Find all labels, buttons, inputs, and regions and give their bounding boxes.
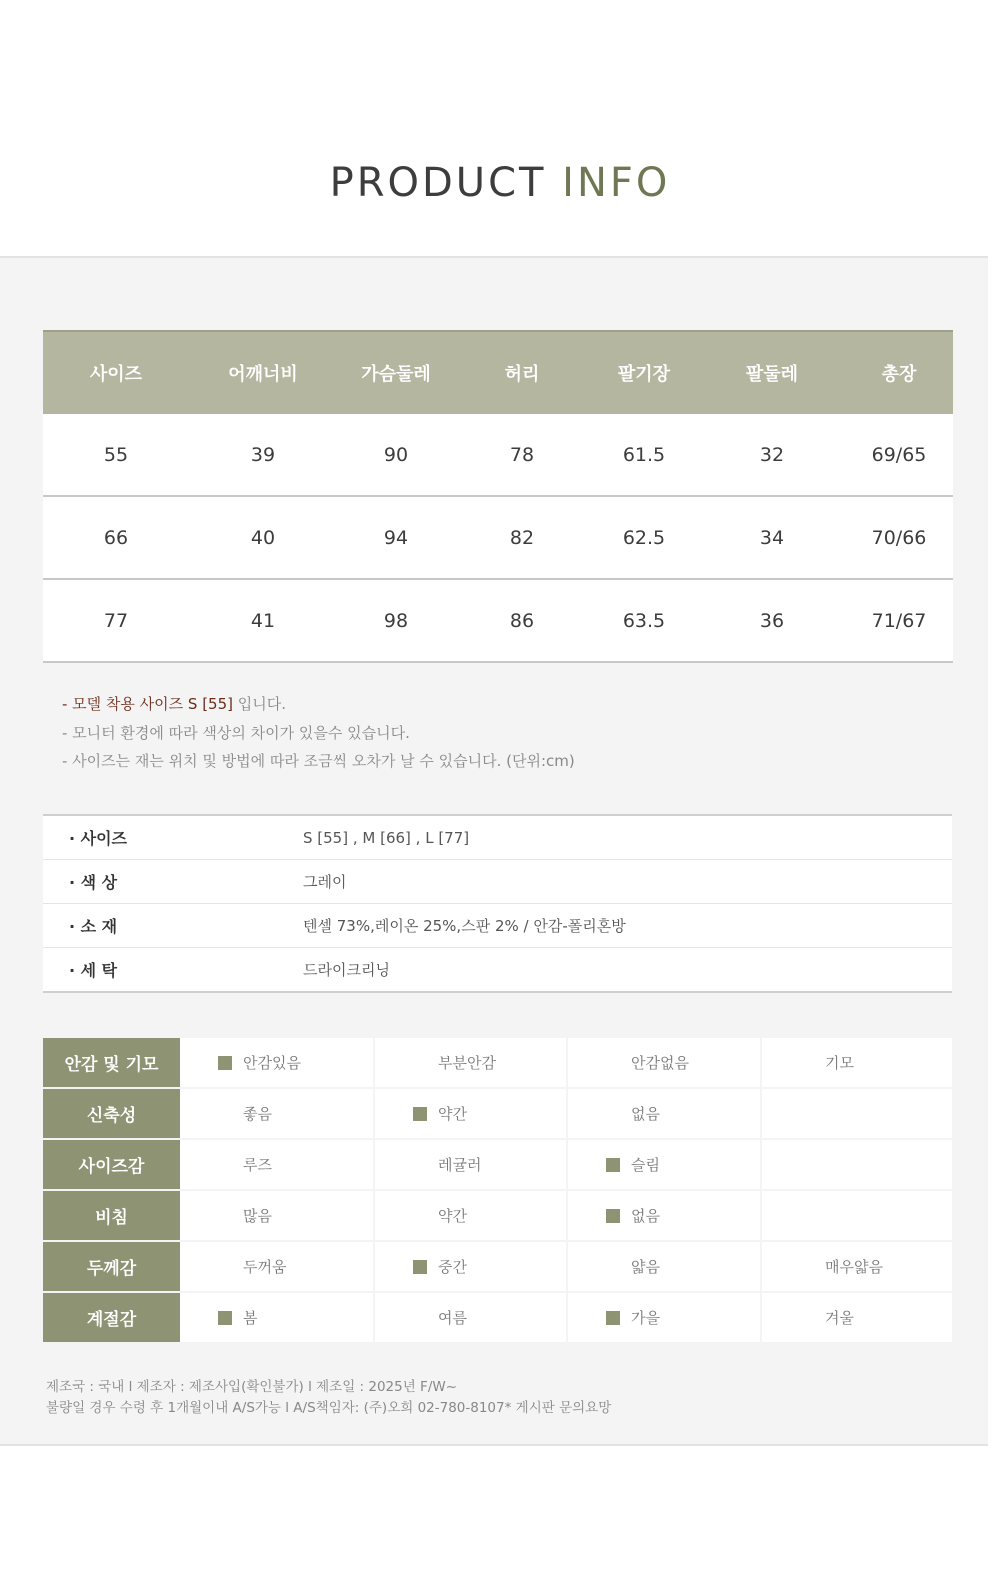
selected-square-icon [413, 1107, 427, 1121]
spec-value: 텐셀 73%,레이온 25%,스판 2% / 안감-폴리혼방 [303, 917, 626, 935]
feature-row [43, 1190, 953, 1241]
selected-square-icon [606, 1209, 620, 1223]
feature-option-content [568, 1038, 760, 1087]
feature-option [761, 1292, 953, 1343]
feature-option-label: 루즈 [243, 1156, 272, 1174]
spec-row-material [43, 904, 952, 948]
feature-option-content [568, 1191, 760, 1240]
feature-option-content [568, 1089, 760, 1138]
feature-option [374, 1241, 567, 1292]
note-model-size [62, 690, 575, 719]
table-cell: 32 [699, 414, 845, 496]
feature-table [43, 1038, 954, 1344]
note-model-size-suffix: 입니다. [237, 695, 287, 713]
spec-label: · 색 상 [69, 873, 118, 892]
table-row [43, 579, 953, 662]
feature-option-content [375, 1293, 566, 1342]
table-cell: 36 [699, 579, 845, 662]
feature-row [43, 1088, 953, 1139]
size-table-header [43, 331, 953, 414]
header-chest: 가슴둘레 [337, 331, 455, 414]
spec-row-size [43, 816, 952, 860]
feature-option [180, 1139, 374, 1190]
feature-row-label: 계절감 [43, 1292, 180, 1343]
table-cell: 69/65 [845, 414, 953, 496]
spec-label: · 사이즈 [69, 829, 128, 848]
feature-option [567, 1190, 761, 1241]
spec-table [43, 814, 952, 993]
feature-option-content [180, 1191, 373, 1240]
spec-row-color [43, 860, 952, 904]
table-cell: 62.5 [589, 496, 699, 579]
feature-option-label: 없음 [631, 1207, 660, 1225]
spec-value: 드라이크리닝 [303, 961, 390, 979]
feature-option-label: 가을 [631, 1309, 660, 1327]
feature-row [43, 1292, 953, 1343]
selected-square-icon [606, 1158, 620, 1172]
size-notes [62, 690, 575, 776]
feature-option-label: 없음 [631, 1105, 660, 1123]
table-cell: 70/66 [845, 496, 953, 579]
table-row [43, 414, 953, 496]
feature-option [567, 1292, 761, 1343]
table-cell: 77 [43, 579, 189, 662]
selected-square-icon [218, 1311, 232, 1325]
feature-option-label: 부분안감 [438, 1054, 496, 1072]
feature-option [180, 1190, 374, 1241]
feature-option-content [180, 1293, 373, 1342]
table-cell: 34 [699, 496, 845, 579]
table-cell: 66 [43, 496, 189, 579]
table-cell: 39 [189, 414, 337, 496]
feature-option-label: 레귤러 [438, 1156, 482, 1174]
footer-line-as: 불량일 경우 수령 후 1개월이내 A/S가능 l A/S책임자: (주)오희 02-780-8107* 게시판 문의요망 [46, 1400, 612, 1416]
header-waist: 허리 [455, 331, 589, 414]
selected-square-icon [413, 1260, 427, 1274]
feature-option [567, 1139, 761, 1190]
feature-option-content [568, 1293, 760, 1342]
feature-option [180, 1088, 374, 1139]
header-sleeve-width: 팔둘레 [699, 331, 845, 414]
selected-square-icon [218, 1056, 232, 1070]
feature-option-content [762, 1293, 952, 1342]
table-cell: 98 [337, 579, 455, 662]
feature-option-content [762, 1038, 952, 1087]
size-table [43, 330, 953, 663]
feature-option-label: 매우얇음 [825, 1258, 883, 1276]
feature-option-label: 많음 [243, 1207, 272, 1225]
feature-option-content [762, 1089, 952, 1138]
feature-option-label: 기모 [825, 1054, 854, 1072]
footer-info [46, 1377, 611, 1419]
feature-option-label: 얇음 [631, 1258, 660, 1276]
feature-option-content [375, 1191, 566, 1240]
table-cell: 82 [455, 496, 589, 579]
feature-option [567, 1038, 761, 1088]
header-total-length: 총장 [845, 331, 953, 414]
feature-option-label: 겨울 [825, 1309, 854, 1327]
feature-row-label: 사이즈감 [43, 1139, 180, 1190]
feature-option-label: 봄 [243, 1309, 258, 1327]
feature-option-content [375, 1140, 566, 1189]
feature-option-label: 슬림 [631, 1156, 660, 1174]
feature-row-label: 신축성 [43, 1088, 180, 1139]
feature-option-content [375, 1089, 566, 1138]
page-title [0, 160, 1000, 206]
feature-option [180, 1038, 374, 1088]
table-cell: 71/67 [845, 579, 953, 662]
feature-option-label: 좋음 [243, 1105, 272, 1123]
product-info-panel [0, 256, 988, 1446]
feature-row-label: 비침 [43, 1190, 180, 1241]
header-size: 사이즈 [43, 331, 189, 414]
spec-label: · 세 탁 [69, 961, 118, 980]
feature-option-content [180, 1038, 373, 1087]
feature-row-label: 안감 및 기모 [43, 1038, 180, 1088]
feature-option [761, 1241, 953, 1292]
feature-option-label: 안감없음 [631, 1054, 689, 1072]
feature-option-content [762, 1140, 952, 1189]
feature-option [761, 1139, 953, 1190]
feature-option-content [180, 1242, 373, 1291]
selected-square-icon [606, 1311, 620, 1325]
table-row [43, 496, 953, 579]
header-shoulder: 어깨너비 [189, 331, 337, 414]
feature-option-label: 여름 [438, 1309, 467, 1327]
table-cell: 78 [455, 414, 589, 496]
feature-option [374, 1139, 567, 1190]
title-word-product: PRODUCT [329, 160, 547, 206]
feature-option-content [568, 1140, 760, 1189]
footer-line-manufacture: 제조국 : 국내 l 제조자 : 제조사입(확인불가) l 제조일 : 2025년 F/W~ [46, 1379, 458, 1395]
feature-option [567, 1241, 761, 1292]
feature-option [374, 1292, 567, 1343]
feature-option-content [375, 1242, 566, 1291]
feature-row [43, 1241, 953, 1292]
feature-option-label: 약간 [438, 1207, 467, 1225]
table-cell: 40 [189, 496, 337, 579]
feature-option [374, 1038, 567, 1088]
title-word-info: INFO [562, 160, 671, 206]
spec-value: 그레이 [303, 873, 347, 891]
feature-option-content [180, 1089, 373, 1138]
table-cell: 63.5 [589, 579, 699, 662]
note-measurement: - 사이즈는 재는 위치 및 방법에 따라 조금씩 오차가 날 수 있습니다. (단위:cm) [62, 752, 575, 770]
table-cell: 94 [337, 496, 455, 579]
feature-option [761, 1190, 953, 1241]
feature-option-content [180, 1140, 373, 1189]
feature-option-content [762, 1242, 952, 1291]
feature-option [761, 1088, 953, 1139]
feature-option-label: 약간 [438, 1105, 467, 1123]
feature-row-label: 두께감 [43, 1241, 180, 1292]
feature-option [180, 1241, 374, 1292]
feature-option [374, 1088, 567, 1139]
table-cell: 41 [189, 579, 337, 662]
table-cell: 61.5 [589, 414, 699, 496]
feature-option-content [762, 1191, 952, 1240]
table-cell: 86 [455, 579, 589, 662]
feature-option [374, 1190, 567, 1241]
feature-option-content [375, 1038, 566, 1087]
feature-option [180, 1292, 374, 1343]
table-cell: 55 [43, 414, 189, 496]
note-monitor: - 모니터 환경에 따라 색상의 차이가 있을수 있습니다. [62, 723, 410, 742]
feature-option-label: 중간 [438, 1258, 467, 1276]
feature-option-label: 안감있음 [243, 1054, 301, 1072]
spec-label: · 소 재 [69, 917, 118, 936]
feature-option-label: 두꺼움 [243, 1258, 287, 1276]
feature-row [43, 1139, 953, 1190]
spec-value: S [55] , M [66] , L [77] [303, 828, 470, 847]
feature-option [761, 1038, 953, 1088]
table-cell: 90 [337, 414, 455, 496]
spec-row-wash [43, 948, 952, 991]
feature-row [43, 1038, 953, 1088]
header-sleeve-length: 팔기장 [589, 331, 699, 414]
feature-option [567, 1088, 761, 1139]
feature-option-content [568, 1242, 760, 1291]
note-model-size-highlight: - 모델 착용 사이즈 S [55] [62, 695, 233, 713]
